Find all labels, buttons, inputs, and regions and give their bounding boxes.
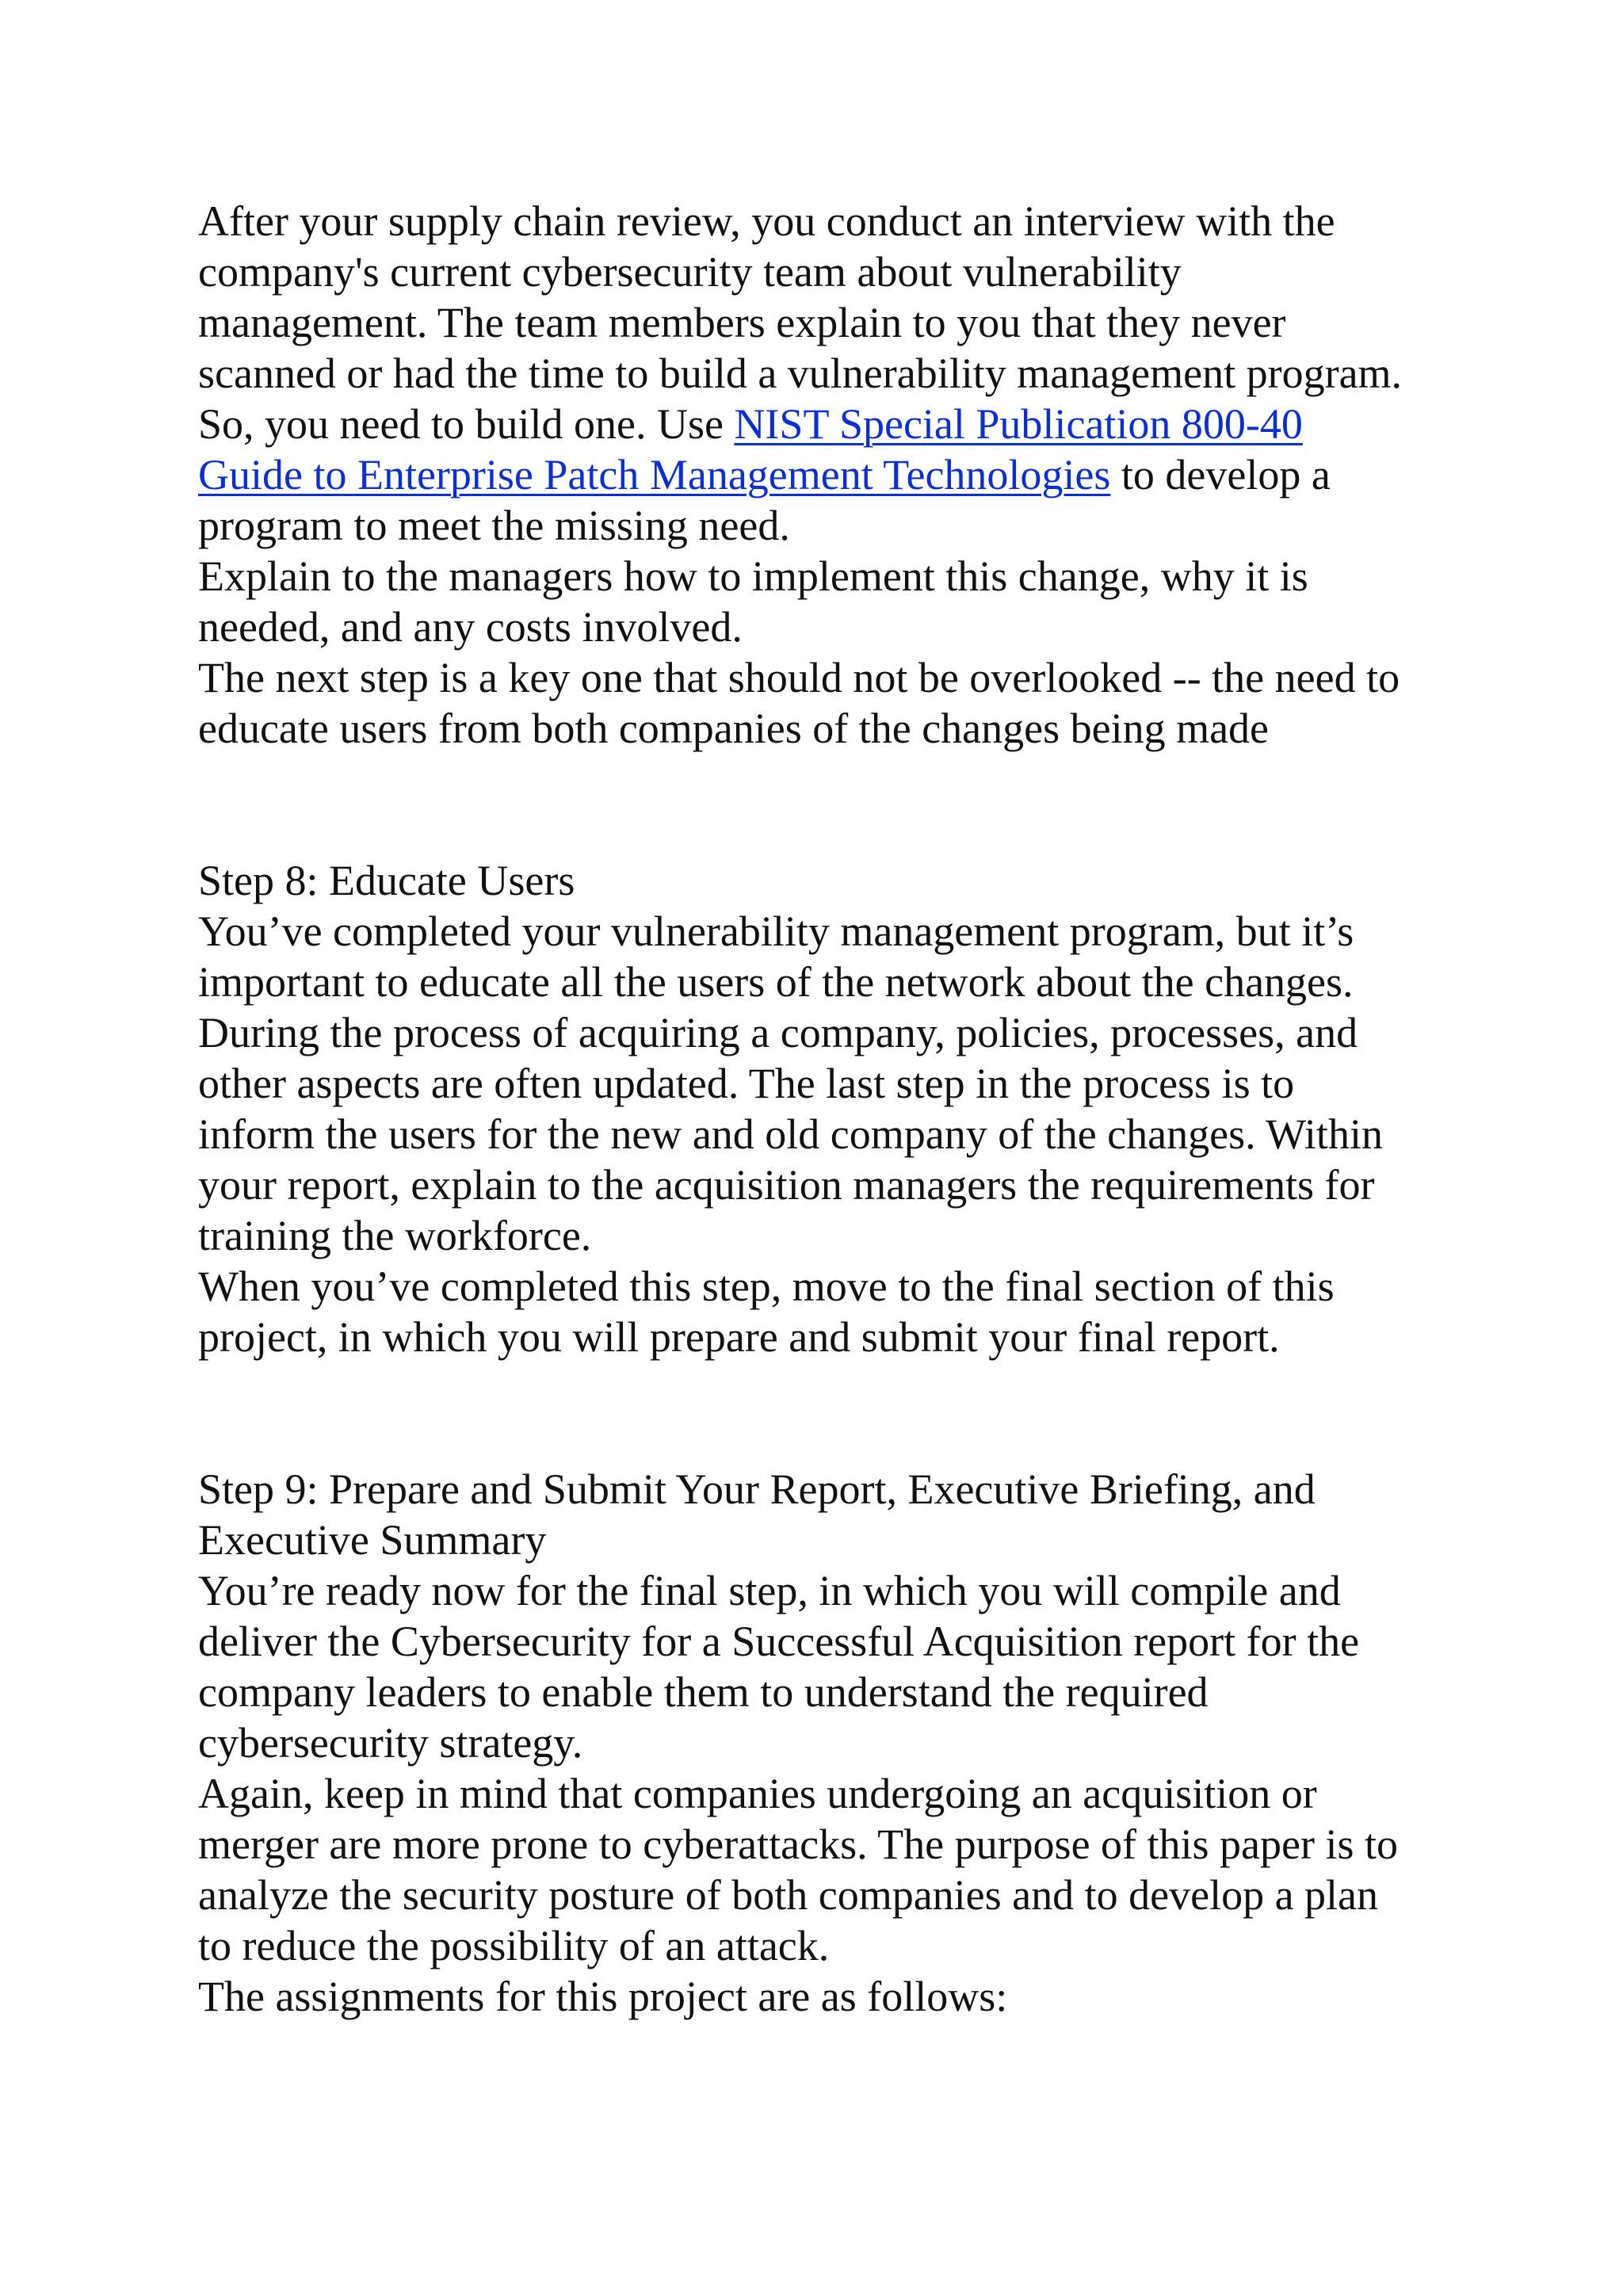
section-spacer	[198, 1362, 1466, 1464]
document-page	[198, 196, 1466, 2022]
step8-heading: Step 8: Educate Users	[198, 857, 575, 904]
step9-assignments-paragraph: The assignments for this project are as follows:	[198, 1973, 1008, 2020]
step9-heading: Step 9: Prepare and Submit Your Report, Executive Briefing, and Executive Summary	[198, 1465, 1316, 1564]
step8-paragraph: You’ve completed your vulnerability management program, but it’s important to educate all the users of the network about the changes. During the process of acquiring a company, policies, processes, and other aspects are often updated. The last step in the process is to inform the users for the new and old company of the changes. Within your report, explain to the acquisition managers the requirements for training the workforce.	[198, 907, 1383, 1259]
intro-paragraph	[198, 196, 1466, 551]
intro-text-after-link: to develop a program to meet the missing need.	[198, 451, 1331, 549]
intro-next-step-paragraph: The next step is a key one that should not be overlooked -- the need to educate users from both companies of the changes being made	[198, 654, 1400, 752]
section-spacer	[198, 754, 1466, 855]
step8-completion-paragraph: When you’ve completed this step, move to the final section of this project, in which you will prepare and submit your final report.	[198, 1263, 1335, 1361]
nist-publication-link[interactable]: NIST Special Publication 800-40 Guide to Enterprise Patch Management Technologies	[198, 400, 1303, 499]
intro-text-before-link: After your supply chain review, you conduct an interview with the company's current cybersecurity team about vulnerability management. The team members explain to you that they never scanned or had the time to build a vulnerability management program. So, you need to build one. Use	[198, 197, 1403, 448]
step9-reminder-paragraph: Again, keep in mind that companies undergoing an acquisition or merger are more prone to cyberattacks. The purpose of this paper is to analyze the security posture of both companies and to develop a plan to reduce the possibility of an attack.	[198, 1770, 1398, 1969]
intro-explain-paragraph: Explain to the managers how to implement this change, why it is needed, and any costs involved.	[198, 552, 1308, 651]
step9-paragraph: You’re ready now for the final step, in which you will compile and deliver the Cybersecurity for a Successful Acquisition report for the company leaders to enable them to understand the required cybersecurity strategy.	[198, 1567, 1360, 1767]
